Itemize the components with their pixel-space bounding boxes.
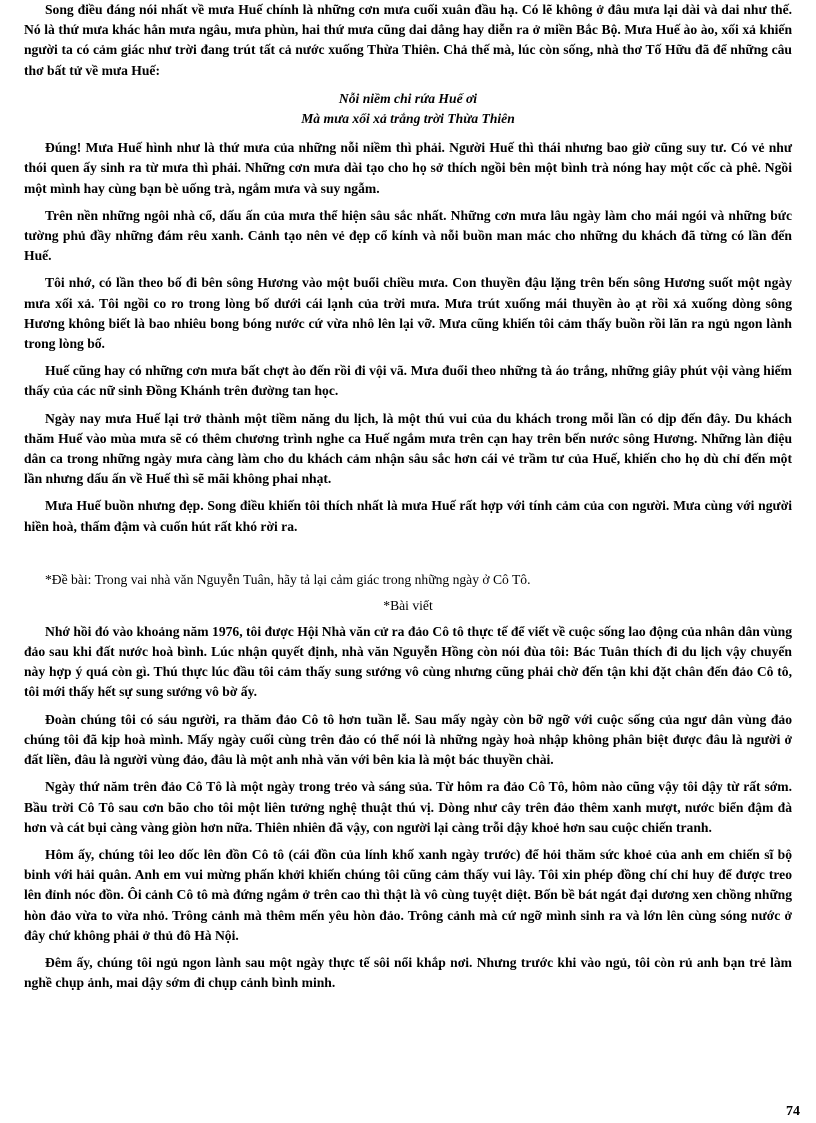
section-spacer: [0, 544, 816, 570]
essay2-paragraph-4: Hôm ấy, chúng tôi leo dốc lên đồn Cô tô (cái đồn của lính khố xanh ngày trước) để hỏi thăm sức khoẻ của anh em chiến sĩ bộ binh với hải quân. Anh em vui mừng phấn khởi khiến chúng tôi cũng cảm thấy vui lây. Tôi xin phép đồng chí chỉ huy để được treo lên đỉnh nóc đồn. Ôi cảnh Cô tô mà đứng ngắm ở trên cao thì thật là vô cùng tuyệt diệt. Bốn bề bát ngát đại dương xen chồng những hòn đảo vừa to vừa nhỏ. Trông cảnh mà thêm mến yêu hòn đảo. Trông cảnh mà cứ ngỡ mình sinh ra và lớn lên cùng sóng nước ở đây chứ không phải ở thủ đô Hà Nội.: [24, 846, 792, 943]
essay1-paragraph-1: Song điều đáng nói nhất về mưa Huế chính là những cơn mưa cuối xuân đầu hạ. Có lẽ không ở đâu mưa lại dài và dai như thế. Nó là thứ mưa khác hẳn mưa ngâu, mưa phùn, hai thứ mưa cũng dai dẳng hay diễn ra ở miền Bắc Bộ. Mưa Huế ào ào, xối xả khiến người ta có cảm giác như trời đang trút tất cả nước xuống Thừa Thiên. Chả thế mà, lúc còn sống, nhà thơ Tố Hữu đã để những câu thơ bất tử về mưa Huế:: [24, 2, 792, 78]
essay2-heading: *Bài viết: [383, 597, 433, 613]
essay1-paragraph-3: Trên nền những ngôi nhà cổ, dấu ấn của mưa thể hiện sâu sắc nhất. Những cơn mưa lâu ngày làm cho mái ngói và những bức tường phủ đầy những đám rêu xanh. Cảnh tạo nên vẻ đẹp cổ kính và nỗi buồn man mác cho những du khách đã từng có lần đến Huế.: [24, 207, 792, 264]
poem-line-1: Nỗi niềm chi rứa Huế ơi: [338, 90, 478, 106]
essay1-paragraph-6: Ngày nay mưa Huế lại trở thành một tiềm năng du lịch, là một thú vui của du khách trong mỗi lần có dịp đến đây. Du khách thăm Huế vào mùa mưa sẽ có thêm chương trình nghe ca Huế ngắm mưa trên cạn hay trên bến nước sông Hương. Những làn điệu dân ca trong những ngày mưa càng làm cho du khách cảm nhận sâu sắc hơn cái vẻ trầm tư của Huế, khiến cho họ dù chỉ đến một lần nhưng dấu ấn về Huế thì sẽ mãi không phai nhạt.: [24, 410, 792, 487]
essay1-paragraph-5: Huế cũng hay có những cơn mưa bất chợt ào đến rồi đi vội vã. Mưa đuổi theo những tà áo trắng, những giây phút vội vàng hiếm thấy của các nữ sinh Đồng Khánh trên đường tan học.: [24, 363, 792, 399]
essay1-paragraph-7: Mưa Huế buồn nhưng đẹp. Song điều khiến tôi thích nhất là mưa Huế rất hợp với tính cảm của con người. Mưa cùng với người hiền hoà, thấm đậm và cuốn hút rất khó rời ra.: [24, 498, 792, 534]
essay2-paragraph-2: Đoàn chúng tôi có sáu người, ra thăm đảo Cô tô hơn tuần lễ. Sau mấy ngày còn bỡ ngỡ với cuộc sống của ngư dân vùng đảo chúng tôi đã kịp hoà mình. Mấy ngày cuối cùng trên đảo có thể nói là những ngày hoà nhập không phân biệt được đâu là người ở đất liền, đâu là người vùng đảo, đâu là một anh nhà văn với bên kia là một bác thuyền chài.: [24, 711, 792, 768]
essay1-paragraph-2: Đúng! Mưa Huế hình như là thứ mưa của những nỗi niềm thì phải. Người Huế thì thái nhưng bao giờ cũng suy tư. Có vẻ như thói quen ấy sinh ra từ mưa thì phải. Những cơn mưa dài tạo cho họ sở thích ngồi bên một bình trà nóng hay một cốc cà phê. Ngồi một mình hay cùng bạn bè uống trà, ngắm mưa và suy ngẫm.: [24, 140, 792, 196]
poem-line-2: Mà mưa xối xả trắng trời Thừa Thiên: [301, 111, 515, 127]
page-number: 74: [786, 1104, 800, 1119]
essay1-paragraph-4: Tôi nhớ, có lần theo bố đi bên sông Hương vào một buổi chiều mưa. Con thuyền đậu lặng trên bến sông Hương suốt một ngày mưa xối xả. Tôi ngồi co ro trong lòng bố dưới cái lạnh của trời mưa. Mưa trút xuống mái thuyền ào ạt rồi xả xuống dòng sông Hương không biết là bao nhiêu bong bóng nước cứ vừa nhô lên lại vỡ. Mưa cũng khiến tôi cảm thấy buồn rồi lăn ra ngủ ngon lành trong lòng bố.: [24, 275, 792, 352]
essay2-topic: *Đề bài: Trong vai nhà văn Nguyễn Tuân, hãy tả lại cảm giác trong những ngày ở Cô Tô.: [45, 571, 531, 587]
essay2-paragraph-5: Đêm ấy, chúng tôi ngủ ngon lành sau một ngày thực tế sôi nổi khắp nơi. Nhưng trước khi vào ngủ, tôi còn rủ anh bạn trẻ làm nghề chụp ảnh, mai dậy sớm đi chụp cảnh bình minh.: [24, 954, 792, 991]
essay2-paragraph-1: Nhớ hồi đó vào khoảng năm 1976, tôi được Hội Nhà văn cử ra đảo Cô tô thực tế để viết về cuộc sống lao động của nhân dân vùng đảo sau khi đất nước hoà bình. Lúc nhận quyết định, nhà văn Nguyễn Hồng còn nói đùa tôi: Bác Tuân thích đi du lịch vậy chuyến này hợp ý quá còn gì. Thú thực lúc đầu tôi cảm thấy sung sướng vô cùng nhưng cũng phải chờ đến tận khi đặt chân đến đảo Cô tô, tôi mới thấy hết sự sung sướng vô bờ ấy.: [24, 623, 792, 700]
essay2-paragraph-3: Ngày thứ năm trên đảo Cô Tô là một ngày trong trẻo và sáng sủa. Từ hôm ra đảo Cô Tô, hôm nào cũng vậy tôi dậy từ rất sớm. Bầu trời Cô Tô sau cơn bão cho tôi một liên tưởng nghệ thuật thú vị. Dòng như cây trên đảo thêm xanh mượt, nước biển đậm đà hơn và cát bụi càng vàng giòn hơn nữa. Thiên nhiên đã vậy, con người lại càng trỗi dậy khoẻ hơn sau cuộc chiến tranh.: [24, 779, 792, 835]
